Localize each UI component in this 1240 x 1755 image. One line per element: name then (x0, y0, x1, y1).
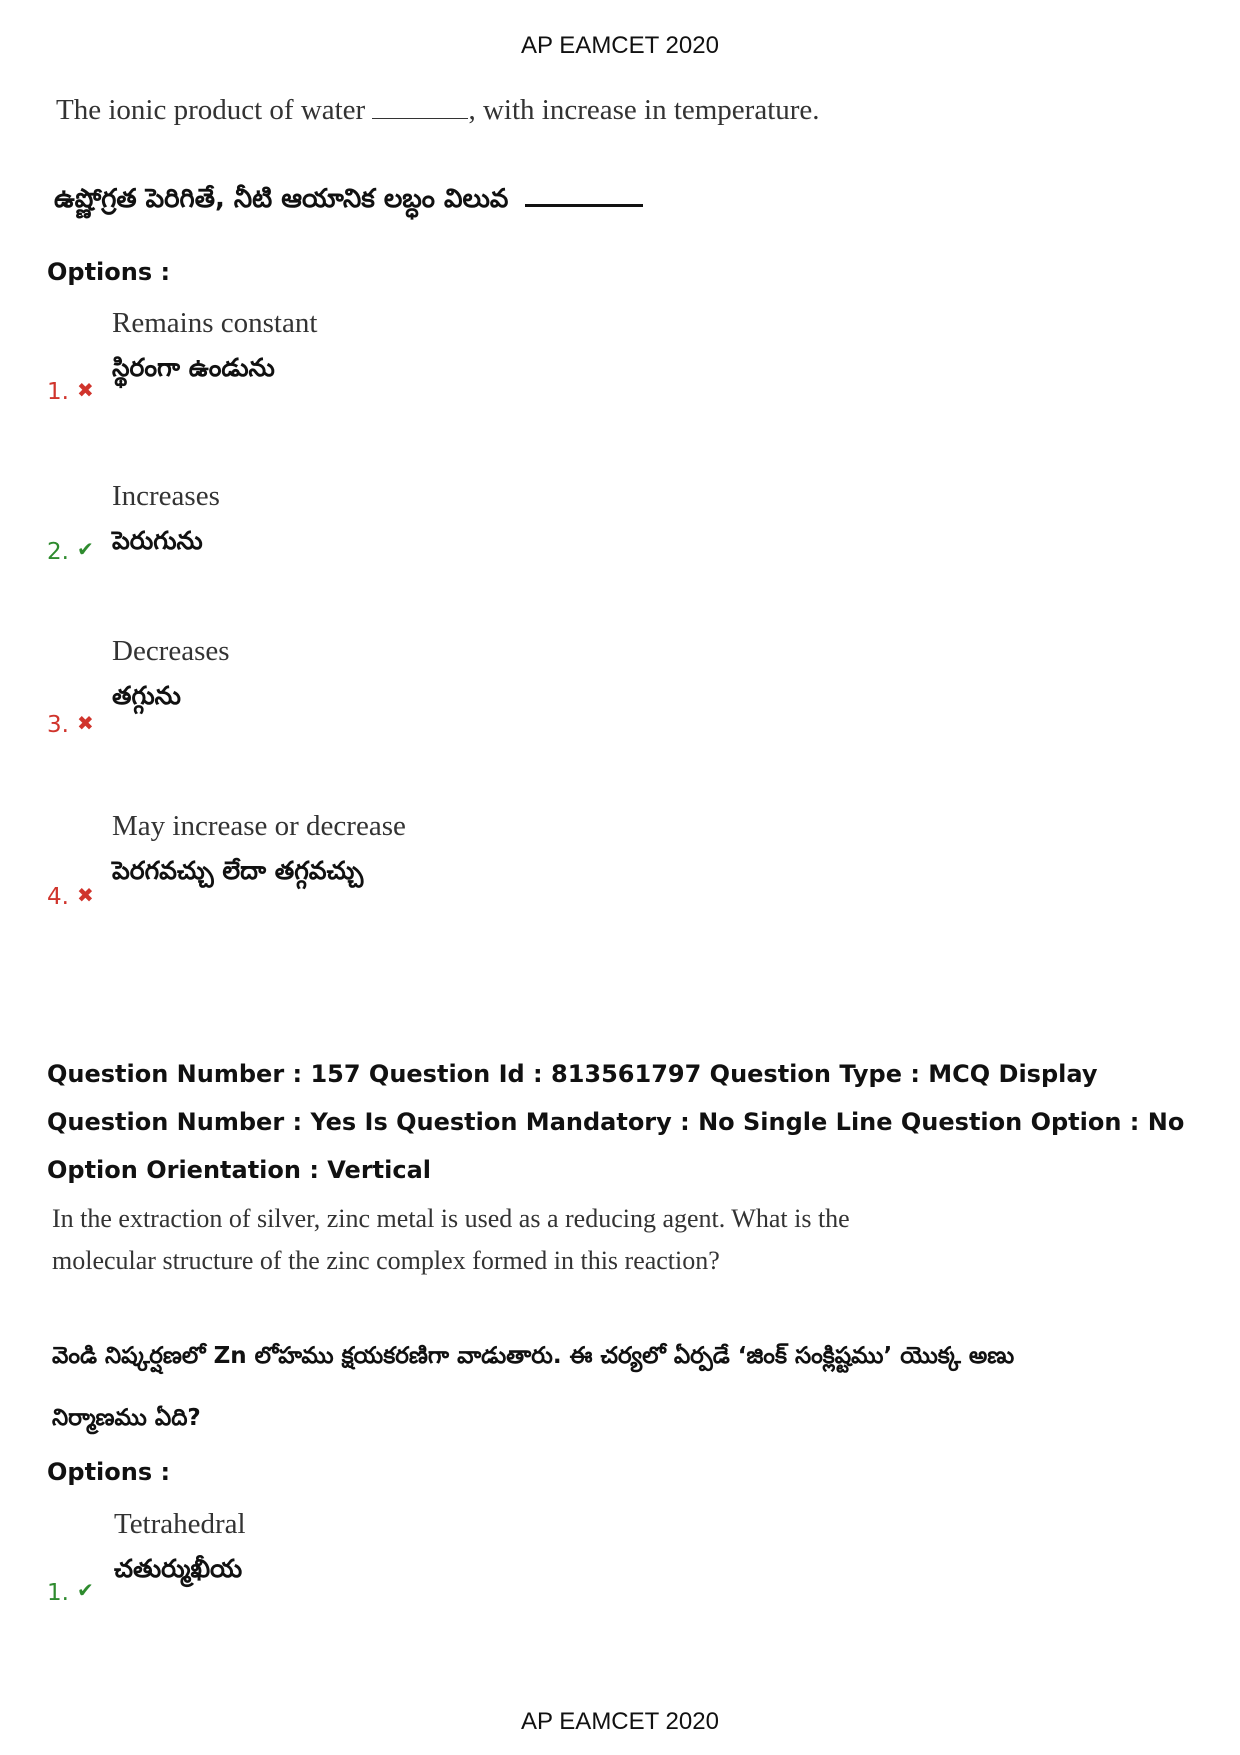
page-header: AP EAMCET 2020 (521, 32, 719, 59)
question-1-text-en (56, 94, 820, 127)
options-label-1: Options : (47, 258, 171, 286)
option-text-en: Remains constant (112, 307, 318, 339)
option-text-en: Decreases (112, 635, 230, 667)
option-4 (47, 810, 1147, 930)
option-1 (47, 1508, 1147, 1628)
question-2-text-te: వెండి నిష్కర్షణలో Zn లోహము క్షయకరణిగా వాడుతారు. ఈ చర్యలో ఏర్పడే ‘జింక్ సంక్లిష్టము’ యొక్క అణు నిర్మాణము ఏది? (52, 1343, 1015, 1431)
question-1-text-te-label: ఉష్ణోగ్రత పెరిగితే, నీటి ఆయానిక లబ్ధం విలువ (54, 184, 509, 214)
option-2 (47, 480, 1147, 600)
page-footer: AP EAMCET 2020 (521, 1708, 719, 1735)
option-1 (47, 307, 1147, 427)
option-text-en: May increase or decrease (112, 810, 406, 842)
question-1-text-te (54, 182, 643, 220)
cross-icon: ✖ (77, 378, 94, 402)
option-number: 3. (47, 712, 69, 738)
option-text-te: పెరగవచ్చు లేదా తగ్గవచ్చు (112, 856, 364, 885)
option-text-te: పెరుగును (112, 526, 203, 555)
cross-icon: ✖ (77, 883, 94, 907)
option-text-te: స్థిరంగా ఉండును (112, 353, 275, 382)
answer-blank-te (525, 182, 643, 207)
option-number: 4. (47, 884, 69, 910)
option-number: 1. (47, 1580, 69, 1606)
question-1-text-after: , with increase in temperature. (468, 94, 820, 126)
question-2-text-en: In the extraction of silver, zinc metal is used as a reducing agent. What is the molecular structure of the zinc complex formed in this reaction? (52, 1204, 850, 1275)
option-text-en: Tetrahedral (114, 1508, 246, 1540)
option-number: 1. (47, 379, 69, 405)
check-icon: ✔ (77, 537, 94, 561)
question-meta: Question Number : 157 Question Id : 813561797 Question Type : MCQ Display Question Number : Yes Is Question Mandatory : No Single Line Question Option : No Option Orientation : Vertical (47, 1060, 1185, 1184)
question-1-text-before: The ionic product of water (56, 94, 366, 126)
option-text-te: చతుర్ముఖీయ (114, 1554, 243, 1583)
answer-blank (372, 96, 468, 119)
options-label-2: Options : (47, 1458, 171, 1486)
option-text-te: తగ్గును (112, 681, 181, 710)
option-number: 2. (47, 539, 69, 565)
cross-icon: ✖ (77, 711, 94, 735)
check-icon: ✔ (77, 1578, 94, 1602)
option-3 (47, 635, 1147, 755)
option-text-en: Increases (112, 480, 220, 512)
